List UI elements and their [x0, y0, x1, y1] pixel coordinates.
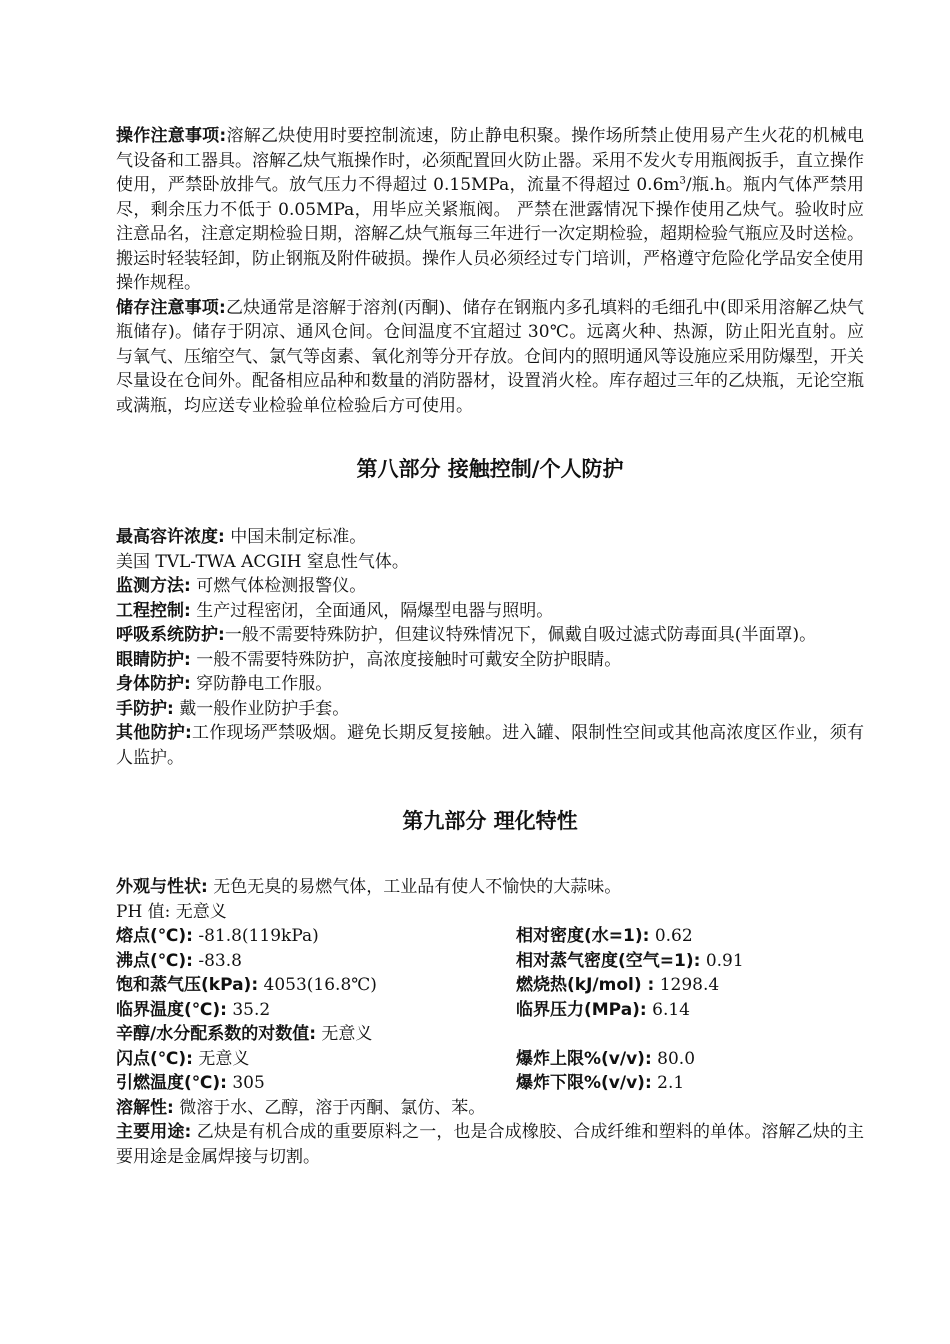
solubility-label: 溶解性: — [116, 1097, 174, 1118]
engineering-text: 生产过程密闭，全面通风，隔爆型电器与照明。 — [190, 600, 554, 621]
operation-precautions — [116, 124, 864, 296]
log-kow-text: 无意义 — [316, 1024, 373, 1044]
ph-text: 无意义 — [170, 901, 227, 922]
ph-label: PH 值: — [116, 901, 171, 922]
hand-text: 戴一般作业防护手套。 — [173, 698, 350, 719]
storage-precautions-label: 储存注意事项: — [116, 297, 226, 318]
monitoring-label: 监测方法: — [116, 576, 191, 596]
operation-precautions-text-1: 溶解乙炔使用时要控制流速，防止静电积聚。操作场所禁止使用易产生火花的机械电气设备和工器具。溶解乙炔气瓶操作时，必须配置回火防止器。采用不发火专用瓶阀扳手，直立操作使用，严禁卧放排气。放气压力不得超过 0.15MPa，流量不得超过 0.6m — [116, 126, 864, 195]
vapor-density-label: 相对蒸气密度(空气=1): — [516, 950, 701, 971]
monitoring-text: 可燃气体检测报警仪。 — [190, 576, 367, 596]
appearance-label: 外观与性状: — [116, 877, 208, 897]
main-uses-text: 乙炔是有机合成的重要原料之一，也是合成橡胶、合成纤维和塑料的单体。溶解乙炔的主要用途是金属焊接与切割。 — [116, 1122, 864, 1167]
appearance — [116, 875, 864, 900]
property-row — [116, 949, 864, 974]
solubility-text: 微溶于水、乙醇，溶于丙酮、氯仿、苯。 — [173, 1097, 486, 1118]
us-tlv-line: 美国 TVL-TWA ACGIH 窒息性气体。 — [116, 551, 409, 572]
engineering-control — [116, 599, 864, 624]
boiling-point-label: 沸点(℃): — [116, 950, 193, 971]
property-row — [116, 924, 864, 949]
ignition-temperature-value: 305 — [226, 1073, 265, 1093]
body-text: 穿防静电工作服。 — [190, 674, 333, 694]
other-text: 工作现场严禁吸烟。避免长期反复接触。进入罐、限制性空间或其他高浓度区作业，须有人监护。 — [116, 723, 864, 768]
document-page — [116, 124, 864, 1169]
main-uses — [116, 1120, 864, 1169]
respiratory-text: 一般不需要特殊防护，但建议特殊情况下，佩戴自吸过滤式防毒面具(半面罩)。 — [224, 625, 817, 645]
lower-explosive-limit-label: 爆炸下限%(v/v): — [516, 1073, 652, 1093]
boiling-point-value: -83.8 — [192, 950, 242, 971]
engineering-label: 工程控制: — [116, 600, 191, 621]
property-left — [116, 924, 516, 949]
ignition-temperature-label: 引燃温度(℃): — [116, 1073, 227, 1093]
lower-explosive-limit-value: 2.1 — [651, 1073, 685, 1093]
other-protection — [116, 721, 864, 770]
property-left — [116, 973, 516, 998]
relative-density-value: 0.62 — [649, 926, 693, 946]
property-left — [116, 1071, 516, 1096]
property-row — [116, 973, 864, 998]
respiratory-label: 呼吸系统防护: — [116, 625, 225, 645]
property-left — [116, 1047, 516, 1072]
flash-point-value: 无意义 — [192, 1048, 250, 1069]
property-right — [516, 973, 864, 998]
body-protection — [116, 672, 864, 697]
heat-of-combustion-label: 燃烧热(kJ/mol) : — [516, 975, 655, 995]
eye-text: 一般不需要特殊防护，高浓度接触时可戴安全防护眼睛。 — [190, 649, 622, 670]
upper-explosive-limit-label: 爆炸上限%(v/v): — [516, 1048, 652, 1069]
body-label: 身体防护: — [116, 674, 191, 694]
property-row — [116, 1047, 864, 1072]
storage-precautions — [116, 296, 864, 419]
section-9-title: 第九部分 理化特性 — [402, 809, 578, 833]
eye-protection — [116, 648, 864, 673]
hand-label: 手防护: — [116, 698, 174, 719]
upper-explosive-limit-value: 80.0 — [651, 1048, 696, 1069]
vapor-density-value: 0.91 — [700, 950, 744, 971]
melting-point-label: 熔点(℃): — [116, 926, 193, 946]
section-8-title: 第八部分 接触控制/个人防护 — [356, 457, 624, 481]
hand-protection — [116, 697, 864, 722]
eye-label: 眼睛防护: — [116, 649, 191, 670]
ph-value — [116, 900, 864, 925]
property-right — [516, 998, 864, 1023]
relative-density-label: 相对密度(水=1): — [516, 926, 650, 946]
operation-precautions-text-2: /瓶.h。瓶内气体严禁用尽，剩余压力不低于 0.05MPa，用毕应关紧瓶阀。 严禁在泄露情况下操作使用乙炔气。验收时应注意品名，注意定期检验日期，溶解乙炔气瓶每三年进行一次定期检验，超期检验气瓶应及时送检。搬运时轻装轻卸，防止钢瓶及附件破损。操作人员必须经过专门培训，严格遵守危险化学品安全使用操作规程。 — [116, 175, 864, 293]
operation-precautions-label: 操作注意事项: — [116, 126, 227, 146]
property-row — [116, 998, 864, 1023]
mac-label: 最高容许浓度: — [116, 527, 225, 547]
critical-pressure-value: 6.14 — [646, 999, 690, 1020]
critical-temperature-label: 临界温度(℃): — [116, 999, 227, 1020]
melting-point-value: -81.8(119kPa) — [192, 926, 319, 946]
property-right — [516, 1047, 864, 1072]
property-row — [116, 1071, 864, 1096]
property-right — [516, 1071, 864, 1096]
property-left — [116, 998, 516, 1023]
storage-precautions-text: 乙炔通常是溶解于溶剂(丙酮)、储存在钢瓶内多孔填料的毛细孔中(即采用溶解乙炔气瓶储存)。储存于阴凉、通风仓间。仓间温度不宜超过 30℃。远离火种、热源，防止阳光直射。应与氧气、压缩空气、氯气等卤素、氧化剂等分开存放。仓间内的照明通风等设施应采用防爆型，开关尽量设在仓间外。配备相应品种和数量的消防器材，设置消火栓。库存超过三年的乙炔瓶，无论空瓶或满瓶，均应送专业检验单位检验后方可使用。 — [116, 297, 864, 416]
mac-text: 中国未制定标准。 — [224, 527, 367, 547]
critical-temperature-value: 35.2 — [226, 999, 271, 1020]
property-left — [116, 949, 516, 974]
log-kow — [116, 1022, 864, 1047]
vapor-pressure-label: 饱和蒸气压(kPa): — [116, 975, 259, 995]
solubility — [116, 1096, 864, 1121]
heat-of-combustion-value: 1298.4 — [654, 975, 720, 995]
main-uses-label: 主要用途: — [116, 1122, 192, 1142]
cubic-superscript: 3 — [679, 175, 686, 187]
appearance-text: 无色无臭的易燃气体，工业品有使人不愉快的大蒜味。 — [207, 877, 622, 897]
critical-pressure-label: 临界压力(MPa): — [516, 999, 647, 1020]
log-kow-label: 辛醇/水分配系数的对数值: — [116, 1024, 317, 1044]
respiratory-protection — [116, 623, 864, 648]
vapor-pressure-value: 4053(16.8℃) — [258, 975, 377, 995]
property-right — [516, 924, 864, 949]
max-allowable-concentration — [116, 525, 864, 550]
property-right — [516, 949, 864, 974]
other-label: 其他防护: — [116, 723, 192, 743]
flash-point-label: 闪点(℃): — [116, 1048, 193, 1069]
monitoring-method — [116, 574, 864, 599]
